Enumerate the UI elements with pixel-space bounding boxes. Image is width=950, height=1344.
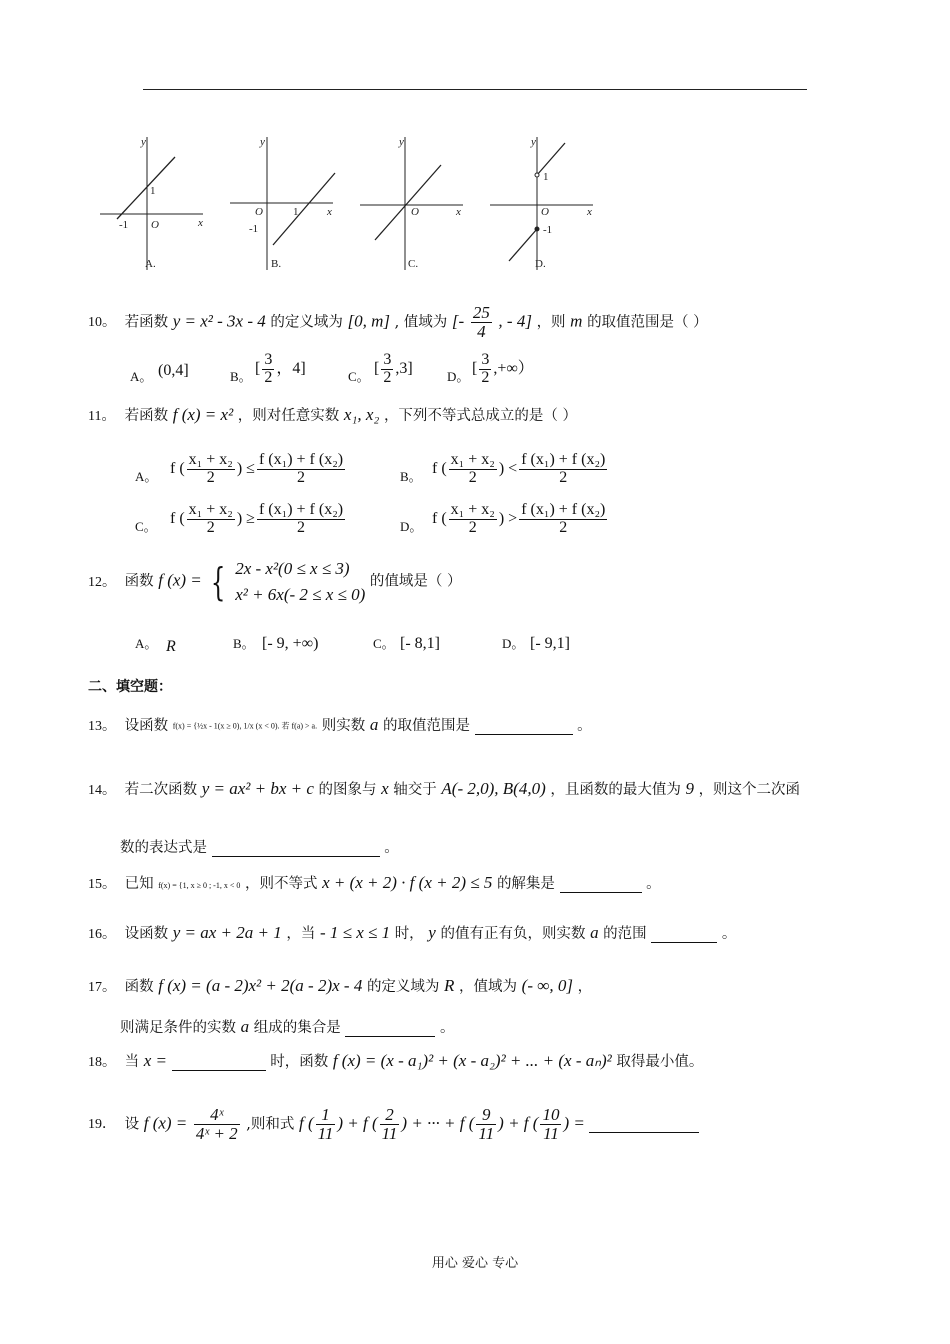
question-15: 15。 已知 f(x) = {1, x ≥ 0 ; -1, x < 0 ，则不等式 x + (x + 2) · f (x + 2) ≤ 5 的解集是 。	[88, 873, 661, 892]
q12-option-a-value: R	[166, 638, 176, 655]
graph-d-p2: -1	[543, 224, 553, 236]
graph-b-y-label: y	[260, 136, 265, 148]
graph-a-origin: O	[151, 219, 159, 231]
graph-b-p2: -1	[249, 223, 259, 235]
graph-b-p1: 1	[293, 206, 299, 218]
graph-d-origin: O	[541, 206, 549, 218]
graph-d	[490, 136, 593, 270]
q12-option-d-label: D。	[502, 636, 525, 651]
q11-option-d-value: f ( $\frac{\text{x₁ + x₂}}{2}$ ) > $\frac{\text{f (x₁) + f (x₂)}}{2}$	[432, 501, 606, 536]
q12-option-a-label: A。	[135, 636, 158, 651]
q10-option-c-label: C。	[348, 369, 370, 384]
q19-answer-blank[interactable]	[589, 1116, 699, 1133]
question-19: 19． 设 f (x) = $\frac{\text{4ˣ}}{\text{4ˣ + 2}}$ ,则和式 f ( $\frac{1}{11}$ ) + f ( $\frac{2}{11}$ ) + ··· + f ( $\frac{9}{11}$ ) + f ( $\frac{10}{11}$ ) =	[88, 1106, 699, 1143]
section-fill-in-title: 二、填空题：	[88, 679, 172, 695]
question-12: 12。 函数 f (x) = { 2x - x²(0 ≤ x ≤ 3) x² + 6x(- 2 ≤ x ≤ 0) 的值域是（ ）	[88, 556, 462, 607]
q11-option-b-value: f ( $\frac{\text{x₁ + x₂}}{2}$ ) < $\frac{\text{f (x₁) + f (x₂)}}{2}$	[432, 451, 606, 486]
page-footer: 用心 爱心 专心	[431, 1256, 519, 1271]
q11-option-a-value: f ( $\frac{\text{x₁ + x₂}}{2}$ ) ≤ $\frac{\text{f (x₁) + f (x₂)}}{2}$	[170, 451, 344, 486]
graph-b-x-label: x	[327, 206, 332, 218]
graph-a	[100, 136, 203, 270]
question-14-line-2: 数的表达式是 。	[120, 840, 399, 856]
q12-option-c-value: [- 8,1]	[400, 635, 440, 652]
q18-answer-blank[interactable]	[172, 1054, 266, 1071]
question-13: 13。 设函数 f(x) = {½x - 1(x ≥ 0), 1/x (x < 0). 若 f(a) > a. 则实数 a 的取值范围是 。	[88, 715, 592, 734]
graph-b-origin: O	[255, 206, 263, 218]
graph-a-p1: 1	[150, 185, 156, 197]
q10-option-b-label: B。	[230, 369, 252, 384]
graph-d-caption: D.	[535, 258, 546, 270]
graph-c-x-label: x	[456, 206, 461, 218]
q12-option-d-value: [- 9,1]	[530, 635, 570, 652]
piecewise-cases: 2x - x²(0 ≤ x ≤ 3) x² + 6x(- 2 ≤ x ≤ 0)	[235, 559, 366, 604]
q11-option-d-label: D。	[400, 519, 423, 534]
q10-option-a-label: A。	[130, 369, 153, 384]
header-rule	[143, 89, 807, 90]
q11-option-c-label: C。	[135, 519, 157, 534]
q13-piecewise-small: f(x) = {½x - 1(x ≥ 0), 1/x (x < 0). 若 f(a) > a.	[172, 721, 318, 731]
graph-c-origin: O	[411, 206, 419, 218]
graph-d-p1: 1	[543, 171, 549, 183]
graph-b	[230, 136, 335, 270]
q13-answer-blank[interactable]	[475, 718, 573, 735]
graph-a-p2: -1	[119, 219, 129, 231]
question-16: 16。 设函数 y = ax + 2a + 1 ，当 - 1 ≤ x ≤ 1 时， y 的值有正有负，则实数 a 的范围 。	[88, 923, 737, 942]
q10-option-d-label: D。	[447, 369, 470, 384]
q12-option-b-value: [- 9, +∞)	[262, 635, 319, 652]
question-17-line-2: 则满足条件的实数 a 组成的集合是 。	[120, 1017, 455, 1036]
q10-option-b-value: [ $\frac{3}{2}$ ，4]	[255, 351, 306, 386]
question-14: 14。 若二次函数 y = ax² + bx + c 的图象与 x 轴交于 A(- 2,0), B(4,0) ，且函数的最大值为 9 ，则这个二次函	[88, 779, 801, 798]
q15-answer-blank[interactable]	[560, 876, 642, 893]
q10-option-d-value: [ $\frac{3}{2}$ ,+∞）	[472, 351, 534, 386]
question-11: 11。 若函数 f (x) = x² ，则对任意实数 x₁, x₂ ，下列不等式总成立的是（ ）	[88, 405, 578, 424]
q15-piecewise-small: f(x) = {1, x ≥ 0 ; -1, x < 0	[158, 881, 241, 890]
question-10: 10。 若函数 y = x² - 3x - 4 的定义域为 [0, m] , 值域为 [- $\frac{25}{4}$ , - 4] ，则 m 的取值范围是（ ）	[88, 303, 708, 341]
graph-d-y-label: y	[531, 136, 536, 148]
q12-option-b-label: B。	[233, 636, 255, 651]
fraction-25-4: $\frac{25}{4}$	[472, 303, 490, 341]
q11-option-c-value: f ( $\frac{\text{x₁ + x₂}}{2}$ ) ≥ $\frac{\text{f (x₁) + f (x₂)}}{2}$	[170, 501, 344, 536]
graph-c-caption: C.	[408, 258, 419, 270]
graph-b-caption: B.	[271, 258, 282, 270]
graph-a-y-label: y	[141, 136, 146, 148]
graph-d-x-label: x	[587, 206, 592, 218]
q12-option-c-label: C。	[373, 636, 395, 651]
q17-answer-blank[interactable]	[345, 1020, 435, 1037]
graph-c-y-label: y	[399, 136, 404, 148]
q10-option-c-value: [ $\frac{3}{2}$ ,3]	[374, 351, 413, 386]
q14-answer-blank[interactable]	[212, 840, 380, 857]
q11-option-a-label: A。	[135, 469, 158, 484]
question-18: 18。 当 x = 时，函数 f (x) = (x - a₁)² + (x - a₂)² + ... + (x - aₙ)² 取得最小值。	[88, 1051, 704, 1070]
q16-answer-blank[interactable]	[651, 926, 717, 943]
graph-options-figure	[95, 125, 615, 275]
q19-main-fraction: $\frac{\text{4ˣ}}{\text{4ˣ + 2}}$	[195, 1105, 238, 1143]
graph-a-x-label: x	[198, 217, 203, 229]
q11-option-b-label: B。	[400, 469, 422, 484]
q10-option-a-value: (0,4]	[158, 362, 189, 379]
graph-c	[360, 136, 463, 270]
graph-a-caption: A.	[145, 258, 156, 270]
question-17: 17。 函数 f (x) = (a - 2)x² + 2(a - 2)x - 4 的定义域为 R ，值域为 (- ∞, 0] ，	[88, 976, 593, 995]
